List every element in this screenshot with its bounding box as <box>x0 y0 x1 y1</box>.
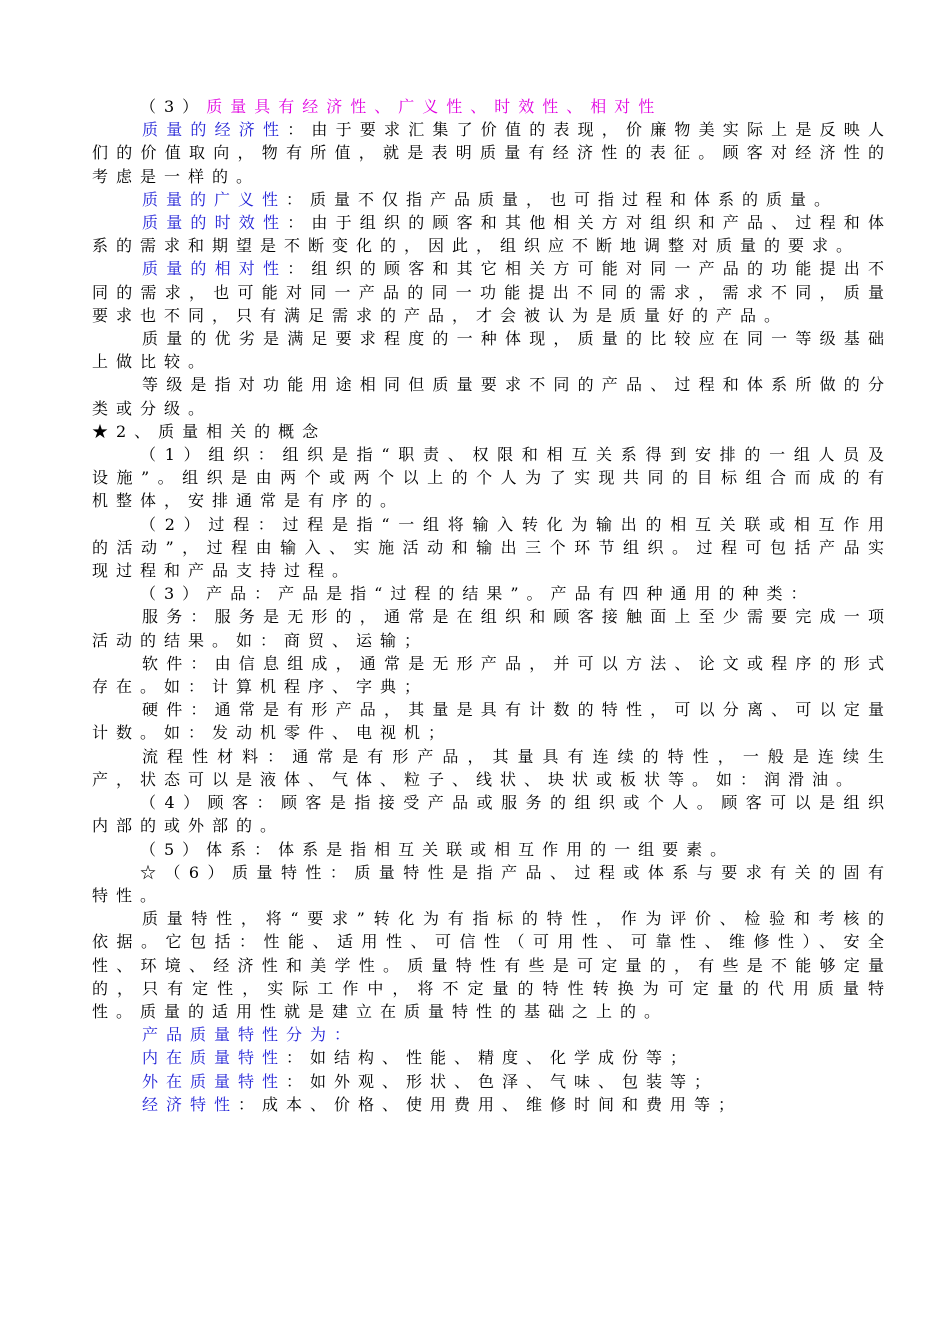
term-external: 外在质量特性 <box>142 1071 287 1091</box>
term-broadness: 质量的广义性 <box>142 189 287 209</box>
paragraph-timeliness: 质量的时效性：由于组织的顾客和其他相关方对组织和产品、过程和体系的需求和期望是不断变化的，因此，组织应不断地调整对质量的要求。 <box>92 213 892 256</box>
external-characteristic: 外在质量特性：如外观、形状、色泽、气味、包装等； <box>142 1071 719 1091</box>
internal-characteristic: 内在质量特性：如结构、性能、精度、化学成份等； <box>142 1048 695 1068</box>
product-service: 服务：服务是无形的，通常是在组织和顾客接触面上至少需要完成一项活动的结果。如：商贸、运输； <box>92 607 892 650</box>
heading-text: 质量具有经济性、广义性、时效性、相对性 <box>206 97 663 116</box>
paragraph-economy: 质量的经济性：由于要求汇集了价值的表现，价廉物美实际上是反映人们的价值取向，物有所值，就是表明质量有经济性的表征。顾客对经济性的考虑是一样的。 <box>92 120 892 186</box>
term-internal: 内在质量特性 <box>142 1048 287 1068</box>
term-economic: 经济特性 <box>142 1094 239 1114</box>
paragraph-grade: 等级是指对功能用途相同但质量要求不同的产品、过程和体系所做的分类或分级。 <box>92 375 892 418</box>
heading-quality-properties <box>92 95 892 118</box>
concept-customer: （4）顾客：顾客是指接受产品或服务的组织或个人。顾客可以是组织内部的或外部的。 <box>92 793 892 836</box>
concept-process: （2）过程：过程是指“一组将输入转化为输出的相互关联或相互作用的活动”，过程由输入、实施活动和输出三个环节组织。过程可包括产品实现过程和产品支持过程。 <box>92 514 892 581</box>
term-relativity: 质量的相对性 <box>142 259 288 279</box>
classification-title: 产品质量特性分为： <box>142 1025 359 1045</box>
concept-quality-characteristic: ☆（6）质量特性：质量特性是指产品、过程或体系与要求有关的固有特性。 <box>92 862 892 905</box>
heading-number: （3） <box>140 97 207 116</box>
product-material: 流程性材料：通常是有形产品，其量具有连续的特性，一般是连续生产，状态可以是液体、气体、粒子、线状、块状或板状等。如：润滑油。 <box>92 746 892 789</box>
paragraph-relativity: 质量的相对性：组织的顾客和其它相关方可能对同一产品的功能提出不同的需求，也可能对同一产品的同一功能提出不同的需求，需求不同，质量要求也不同，只有满足需求的产品，才会被认为是质量好的产品。 <box>92 259 892 325</box>
term-economy: 质量的经济性 <box>142 120 288 140</box>
term-timeliness: 质量的时效性 <box>142 213 288 233</box>
concept-product: （3）产品：产品是指“过程的结果”。产品有四种通用的种类： <box>140 584 815 604</box>
paragraph-merit: 质量的优劣是满足要求程度的一种体现，质量的比较应在同一等级基础上做比较。 <box>92 329 892 372</box>
document-page <box>92 95 892 1116</box>
quality-characteristic-detail: 质量特性，将“要求”转化为有指标的特性，作为评价、检验和考核的依据。它包括：性能、适用性、可信性（可用性、可靠性、维修性）、安全性、环境、经济性和美学性。质量特性有些是可定量的，有些是不能够定量的，只有定性，实际工作中，将不定量的特性转换为可定量的代用质量特性。质量的适用性就是建立在质量特性的基础之上的。 <box>92 909 892 1021</box>
economic-characteristic: 经济特性：成本、价格、使用费用、维修时间和费用等； <box>142 1094 743 1114</box>
concept-organization: （1）组织：组织是指“职责、权限和相互关系得到安排的一组人员及设施”。组织是由两个或两个以上的个人为了实现共同的目标组合而成的有机整体，安排通常是有序的。 <box>92 445 892 511</box>
concept-system: （5）体系：体系是指相互关联或相互作用的一组要素。 <box>140 839 735 859</box>
section-heading-concepts: ★2、质量相关的概念 <box>92 421 327 441</box>
product-hardware: 硬件：通常是有形产品，其量是具有计数的特性，可以分离、可以定量计数。如：发动机零件、电视机； <box>92 700 892 743</box>
product-software: 软件：由信息组成，通常是无形产品，并可以方法、论文或程序的形式存在。如：计算机程序、字典； <box>92 653 892 697</box>
paragraph-broadness: 质量的广义性：质量不仅指产品质量，也可指过程和体系的质量。 <box>142 189 839 209</box>
